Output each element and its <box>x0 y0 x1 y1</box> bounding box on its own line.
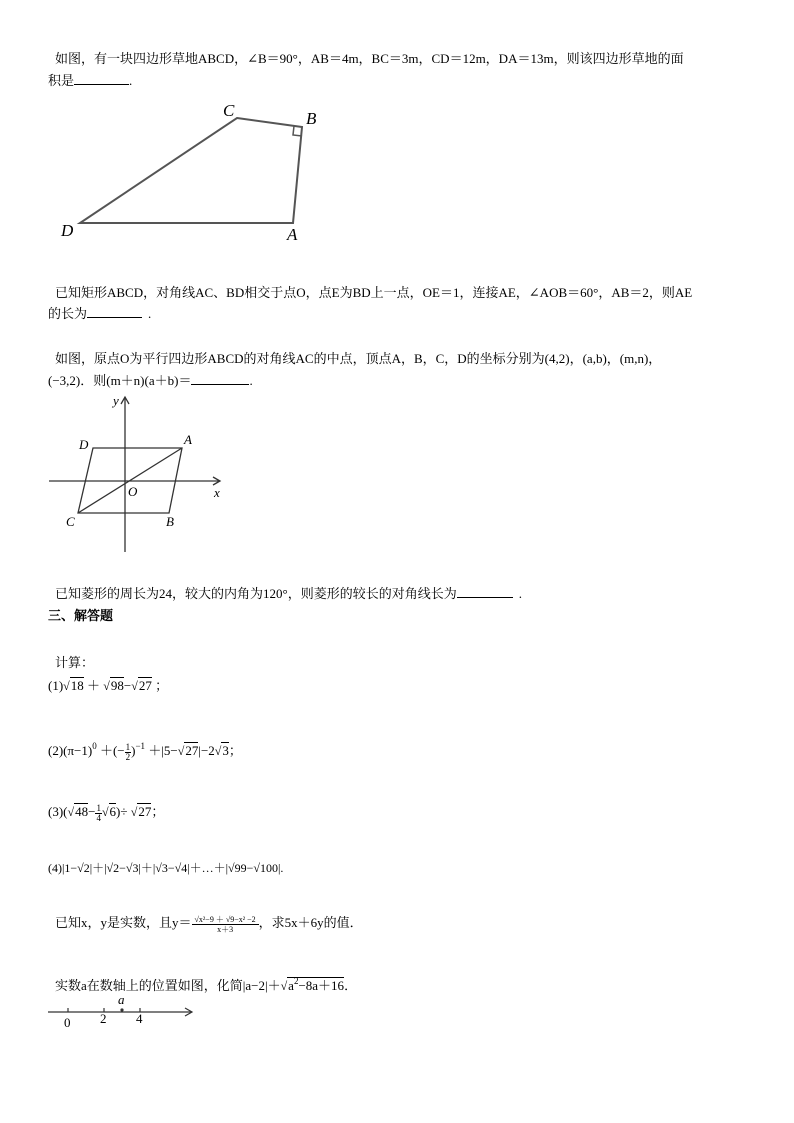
x-axis-label: x <box>214 485 220 500</box>
vertex-b-label: B <box>306 109 317 128</box>
q5-p2-expm1: −1 <box>135 741 146 751</box>
vertex-c-label: C <box>223 101 235 120</box>
q5-p1-end: ； <box>155 678 169 693</box>
q1-answer-blank <box>74 72 129 85</box>
q5-p1-minus: − <box>123 678 132 693</box>
q2-end: . <box>148 306 152 321</box>
q2-line2 <box>48 305 151 323</box>
q4-line <box>55 585 522 603</box>
q6-numerator: √x²−9 ＋ √9−x² −2 <box>192 915 259 925</box>
q6-line <box>55 912 363 934</box>
q1-line1: 如图，有一块四边形草地ABCD，∠B＝90°，AB＝4m，BC＝3m，CD＝12m，DA＝13m，则该四边形草地的面 <box>55 51 684 66</box>
vertex-b-label-2: B <box>166 514 174 529</box>
q5-p2-exp0: 0 <box>92 741 97 751</box>
sqrt-icon: √ <box>67 805 75 819</box>
q2-line2-text: 的长为 <box>48 306 88 321</box>
vertex-a-label: A <box>287 225 298 244</box>
q5-p3-r2: 6 <box>109 804 117 819</box>
point-a-marker <box>120 1008 123 1011</box>
q5-p2-end: ； <box>228 743 242 758</box>
one-half-fraction: $\frac{1}{2}$ <box>125 741 131 762</box>
q3-line2-text: (−3,2)．则(m＋n)(a＋b)＝ <box>48 373 192 388</box>
tick-label-0: 0 <box>64 1015 71 1030</box>
q3-end: . <box>249 373 253 388</box>
q5-p3-pre: (3)( <box>48 804 68 819</box>
q5-p3-r1: 48 <box>75 804 89 819</box>
sqrt-icon: √ <box>63 679 70 693</box>
q5-p2-pre: (2)(π−1) <box>48 743 93 758</box>
q5-p1-plus: ＋ <box>87 678 101 693</box>
q5-p2-close: ) <box>131 743 136 758</box>
section-title: 三、解答题 <box>48 609 114 624</box>
vertex-c-label-2: C <box>66 514 75 529</box>
q5-p3-minus: − <box>88 804 96 819</box>
tick-label-4: 4 <box>136 1011 143 1026</box>
q4-text: 已知菱形的周长为24，较大的内角为120°，则菱形的较长的对角线长为 <box>55 586 457 601</box>
q6-pre: 已知x，y是实数，且y＝ <box>55 915 192 930</box>
q6-denominator: x＋3 <box>217 924 234 934</box>
q3-line1: 如图，原点O为平行四边形ABCD的对角线AC的中点，顶点A，B，C，D的坐标分别为(4,2)，(a,b)，(m,n)， <box>55 351 662 366</box>
number-line-figure <box>44 990 204 1032</box>
q5-p2-r3: 3 <box>222 743 229 758</box>
point-a-label: a <box>118 992 125 1007</box>
q5-p1-r2: 98 <box>110 678 124 693</box>
y-axis-label: y <box>113 393 119 408</box>
origin-label: O <box>128 484 138 499</box>
parallelogram-figure <box>45 392 230 557</box>
sqrt-icon: √ <box>101 805 109 819</box>
q5-p1-r1: 18 <box>70 678 84 693</box>
q1-end: . <box>129 73 133 88</box>
q5-p2-mid1: ＋(− <box>99 743 125 758</box>
q5-part3 <box>48 803 164 823</box>
sqrt-icon: √ <box>214 744 222 758</box>
q1-line2 <box>48 72 132 90</box>
vertex-a-label-2: A <box>184 432 192 447</box>
q5-p2-r: 27 <box>185 743 199 758</box>
q1-line2-text: 积是 <box>48 73 75 88</box>
q5-p3-end: ； <box>151 804 165 819</box>
q5-p2-mid2: ＋|5− <box>148 743 178 758</box>
q5-p3-r3: 27 <box>138 804 152 819</box>
q5-p1-r3: 27 <box>138 678 152 693</box>
q5-part1 <box>48 677 168 695</box>
vertex-d-label-2: D <box>79 437 89 452</box>
q3-answer-blank <box>191 372 249 385</box>
q5-intro: 计算： <box>55 655 95 670</box>
q3-line2 <box>48 372 253 390</box>
tick-label-2: 2 <box>100 1011 107 1026</box>
q4-answer-blank <box>457 585 513 598</box>
q5-part4: (4)|1−√2|＋|√2−√3|＋|√3−√4|＋…＋|√99−√100|. <box>48 861 284 875</box>
vertex-d-label: D <box>61 221 74 240</box>
sqrt-icon: √ <box>131 679 138 693</box>
q5-p3-mid: )÷ <box>116 804 128 819</box>
q2-answer-blank <box>87 305 142 318</box>
q4-end: . <box>518 586 522 601</box>
one-quarter-fraction: $\frac{1}{4}$ <box>96 802 101 823</box>
q6-fraction <box>192 915 259 934</box>
sqrt-icon: √ <box>280 979 288 993</box>
q7-pre: 实数a在数轴上的位置如图，化简|a−2|＋ <box>55 978 281 993</box>
q5-p1-pre: (1) <box>48 678 64 693</box>
sqrt-icon: √ <box>103 679 110 693</box>
quadrilateral-figure <box>55 100 345 250</box>
sqrt-icon: √ <box>130 805 138 819</box>
q7-end: ． <box>344 978 358 993</box>
sqrt-icon: √ <box>177 744 185 758</box>
q6-post: ，求5x＋6y的值． <box>258 915 363 930</box>
q5-p2-mid3: |−2 <box>198 743 215 758</box>
quadrilateral-shape <box>80 118 302 223</box>
q2-line1: 已知矩形ABCD，对角线AC、BD相交于点O，点E为BD上一点，OE＝1，连接AE，∠AOB＝60°，AB＝2，则AE <box>55 285 693 300</box>
q7-radicand: $a^2-8a+16$ <box>288 976 345 993</box>
q5-part2 <box>48 737 242 762</box>
